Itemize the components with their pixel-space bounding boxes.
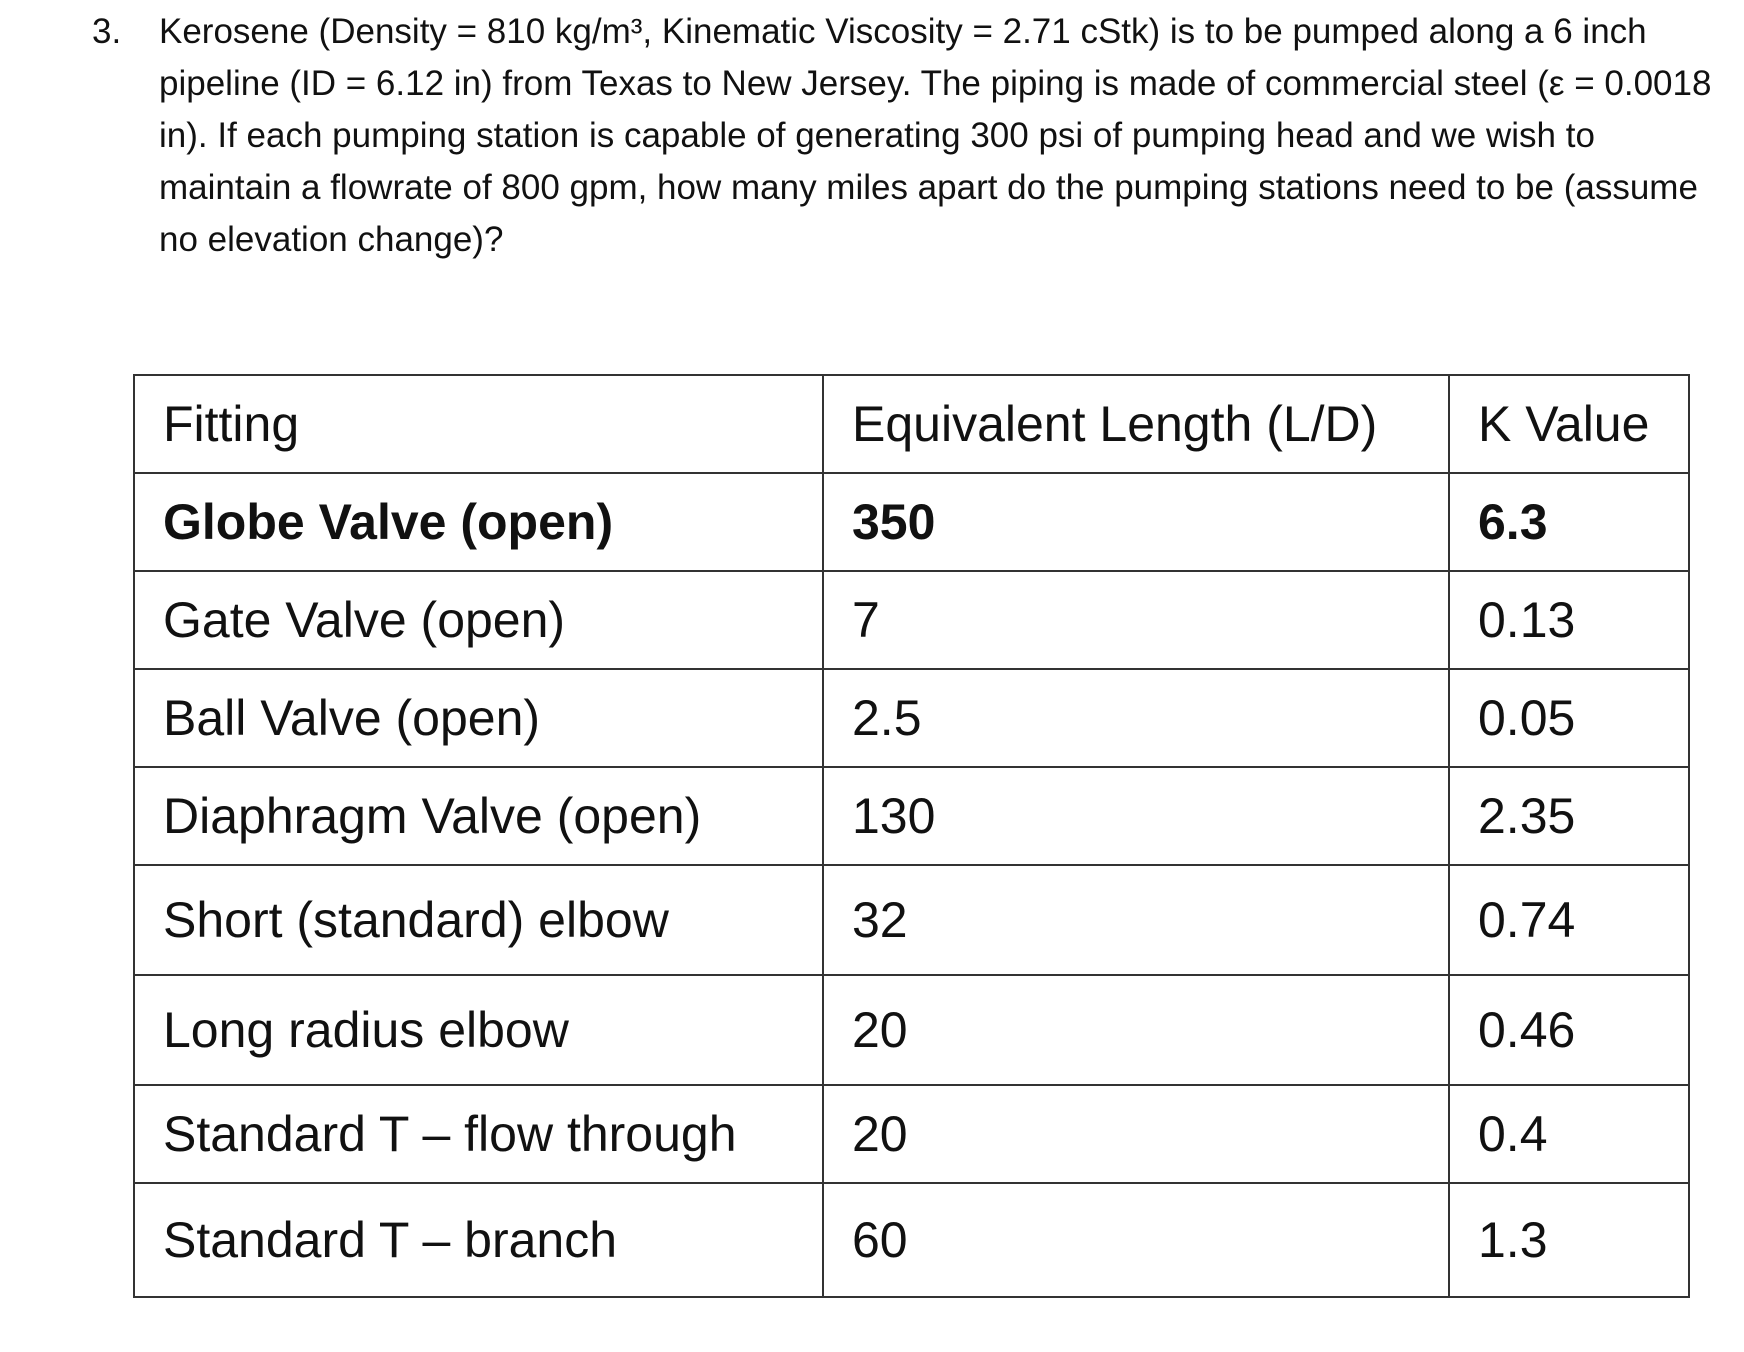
table-row (134, 669, 1689, 767)
fitting-cell: Ball Valve (open) (134, 669, 823, 767)
equivalent-length-cell: 7 (823, 571, 1449, 669)
k-value-cell: 0.13 (1449, 571, 1689, 669)
table-row (134, 865, 1689, 975)
k-value-cell: 0.74 (1449, 865, 1689, 975)
k-value-cell: 1.3 (1449, 1183, 1689, 1297)
fitting-cell: Globe Valve (open) (134, 473, 823, 571)
header-fitting: Fitting (134, 375, 823, 473)
table-row (134, 473, 1689, 571)
k-value-cell: 0.4 (1449, 1085, 1689, 1183)
fittings-table (133, 374, 1690, 1298)
fitting-cell: Standard T – branch (134, 1183, 823, 1297)
fitting-cell: Diaphragm Valve (open) (134, 767, 823, 865)
equivalent-length-cell: 2.5 (823, 669, 1449, 767)
table-header-row (134, 375, 1689, 473)
table-row (134, 1183, 1689, 1297)
fitting-cell: Short (standard) elbow (134, 865, 823, 975)
question-number: 3. (92, 12, 122, 51)
table-row (134, 975, 1689, 1085)
equivalent-length-cell: 60 (823, 1183, 1449, 1297)
equivalent-length-cell: 32 (823, 865, 1449, 975)
table-row (134, 767, 1689, 865)
k-value-cell: 0.05 (1449, 669, 1689, 767)
table-row (134, 571, 1689, 669)
fitting-cell: Long radius elbow (134, 975, 823, 1085)
equivalent-length-cell: 20 (823, 1085, 1449, 1183)
equivalent-length-cell: 350 (823, 473, 1449, 571)
equivalent-length-cell: 130 (823, 767, 1449, 865)
fitting-cell: Standard T – flow through (134, 1085, 823, 1183)
fitting-cell: Gate Valve (open) (134, 571, 823, 669)
header-k-value: K Value (1449, 375, 1689, 473)
k-value-cell: 6.3 (1449, 473, 1689, 571)
equivalent-length-cell: 20 (823, 975, 1449, 1085)
k-value-cell: 2.35 (1449, 767, 1689, 865)
question-text: Kerosene (Density = 810 kg/m³, Kinematic Viscosity = 2.71 cStk) is to be pumped along a 6 inch pipeline (ID = 6.12 in) from Texas to New Jersey. The piping is made of commercial steel (ε = 0.0018 in). If each pumping station is capable of generating 300 psi of pumping head and we wish to maintain a flowrate of 800 gpm, how many miles apart do the pumping stations need to be (assume no elevation change)? (159, 12, 1712, 259)
header-equivalent-length: Equivalent Length (L/D) (823, 375, 1449, 473)
table-row (134, 1085, 1689, 1183)
k-value-cell: 0.46 (1449, 975, 1689, 1085)
